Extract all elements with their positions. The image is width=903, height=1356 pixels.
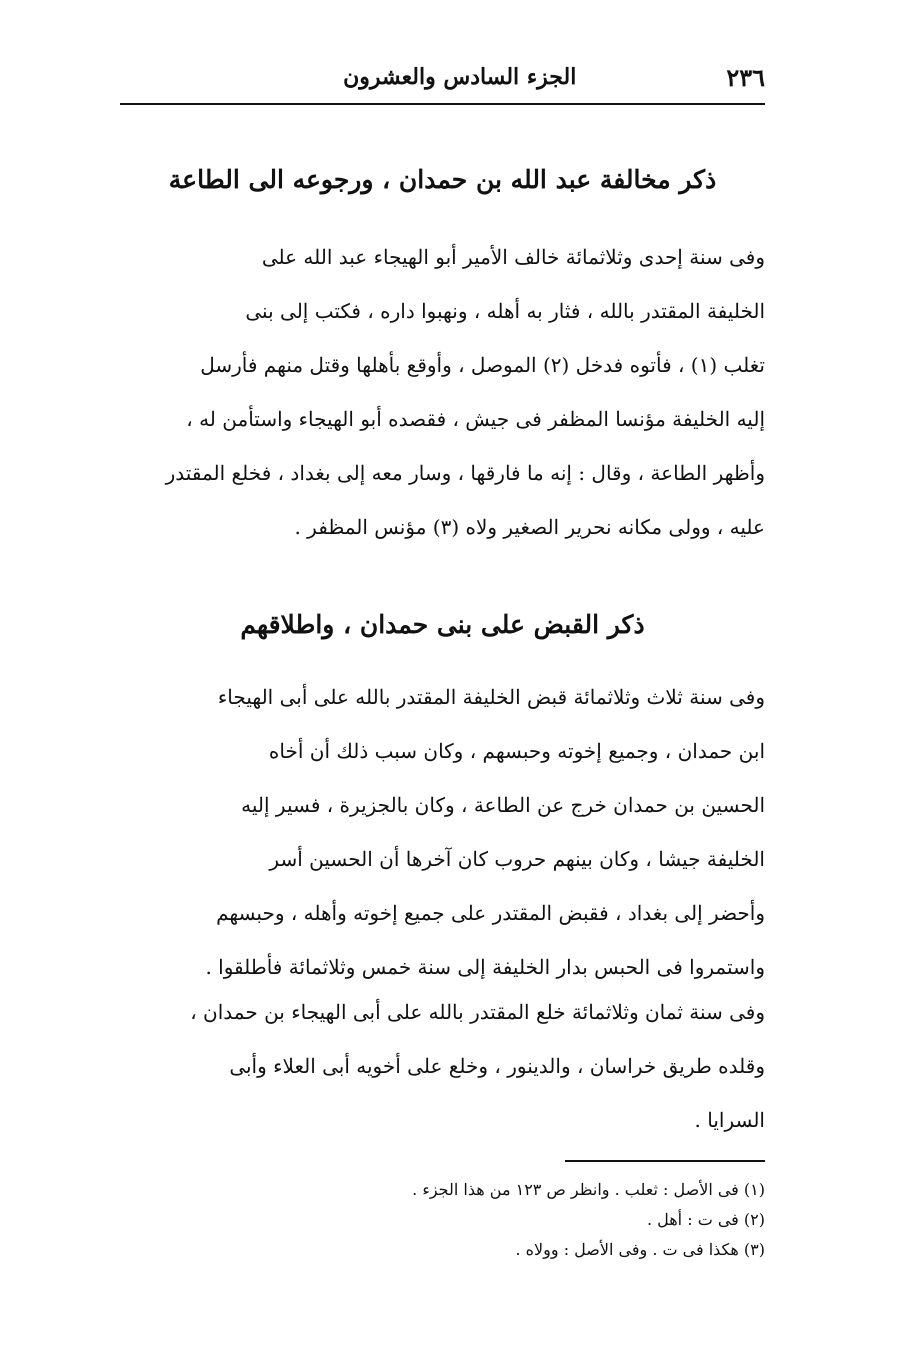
footnote-rule xyxy=(565,1160,765,1162)
text-line: تغلب (١) ، فأتوه فدخل (٢) الموصل ، وأوقع بأهلها وقتل منهم فأرسل xyxy=(200,353,765,377)
paragraph xyxy=(120,985,765,1147)
text-line: ابن حمدان ، وجميع إخوته وحبسهم ، وكان سبب ذلك أن أخاه xyxy=(268,739,765,763)
text-line: وفى سنة ثلاث وثلاثمائة قبض الخليفة المقتدر بالله على أبى الهيجاء xyxy=(217,685,765,709)
text-line: وفى سنة إحدى وثلاثمائة خالف الأمير أبو الهيجاء عبد الله على xyxy=(261,245,765,269)
page-number: ٢٣٦ xyxy=(726,62,765,92)
header-rule xyxy=(120,103,765,105)
text-line: السرايا . xyxy=(694,1108,765,1132)
text-line: الحسين بن حمدان خرج عن الطاعة ، وكان بالجزيرة ، فسير إليه xyxy=(241,793,765,817)
footnotes xyxy=(120,1175,765,1265)
footnote: (١) فى الأصل : ثعلب . وانظر ص ١٢٣ من هذا الجزء . xyxy=(412,1180,765,1199)
paragraph xyxy=(120,230,765,554)
text-line: وأحضر إلى بغداد ، فقبض المقتدر على جميع إخوته وأهله ، وحبسهم xyxy=(216,901,765,925)
text-line: عليه ، وولى مكانه نحرير الصغير ولاه (٣) مؤنس المظفر . xyxy=(294,515,765,539)
text-line: الخليفة المقتدر بالله ، فثار به أهله ، ونهبوا داره ، فكتب إلى بنى xyxy=(245,299,765,323)
running-header xyxy=(120,55,765,99)
text-line: وقلده طريق خراسان ، والدينور ، وخلع على أخويه أبى العلاء وأبى xyxy=(229,1054,765,1078)
section-heading: ذكر مخالفة عبد الله بن حمدان ، ورجوعه الى الطاعة xyxy=(168,165,717,194)
text-line: إليه الخليفة مؤنسا المظفر فى جيش ، فقصده أبو الهيجاء واستأمن له ، xyxy=(186,407,765,431)
text-line: وفى سنة ثمان وثلاثمائة خلع المقتدر بالله على أبى الهيجاء بن حمدان ، xyxy=(190,1000,765,1024)
footnote: (٣) هكذا فى ت . وفى الأصل : وولاه . xyxy=(515,1240,765,1259)
text-line: واستمروا فى الحبس بدار الخليفة إلى سنة خمس وثلاثمائة فأطلقوا . xyxy=(205,955,765,979)
text-line: الخليفة جيشا ، وكان بينهم حروب كان آخرها أن الحسين أسر xyxy=(269,847,765,871)
section-heading: ذكر القبض على بنى حمدان ، واطلاقهم xyxy=(240,610,645,639)
paragraph xyxy=(120,670,765,994)
footnote: (٢) فى ت : أهل . xyxy=(646,1210,765,1229)
text-line: وأظهر الطاعة ، وقال : إنه ما فارقها ، وسار معه إلى بغداد ، فخلع المقتدر xyxy=(165,461,765,485)
running-title: الجزء السادس والعشرون xyxy=(343,64,577,90)
